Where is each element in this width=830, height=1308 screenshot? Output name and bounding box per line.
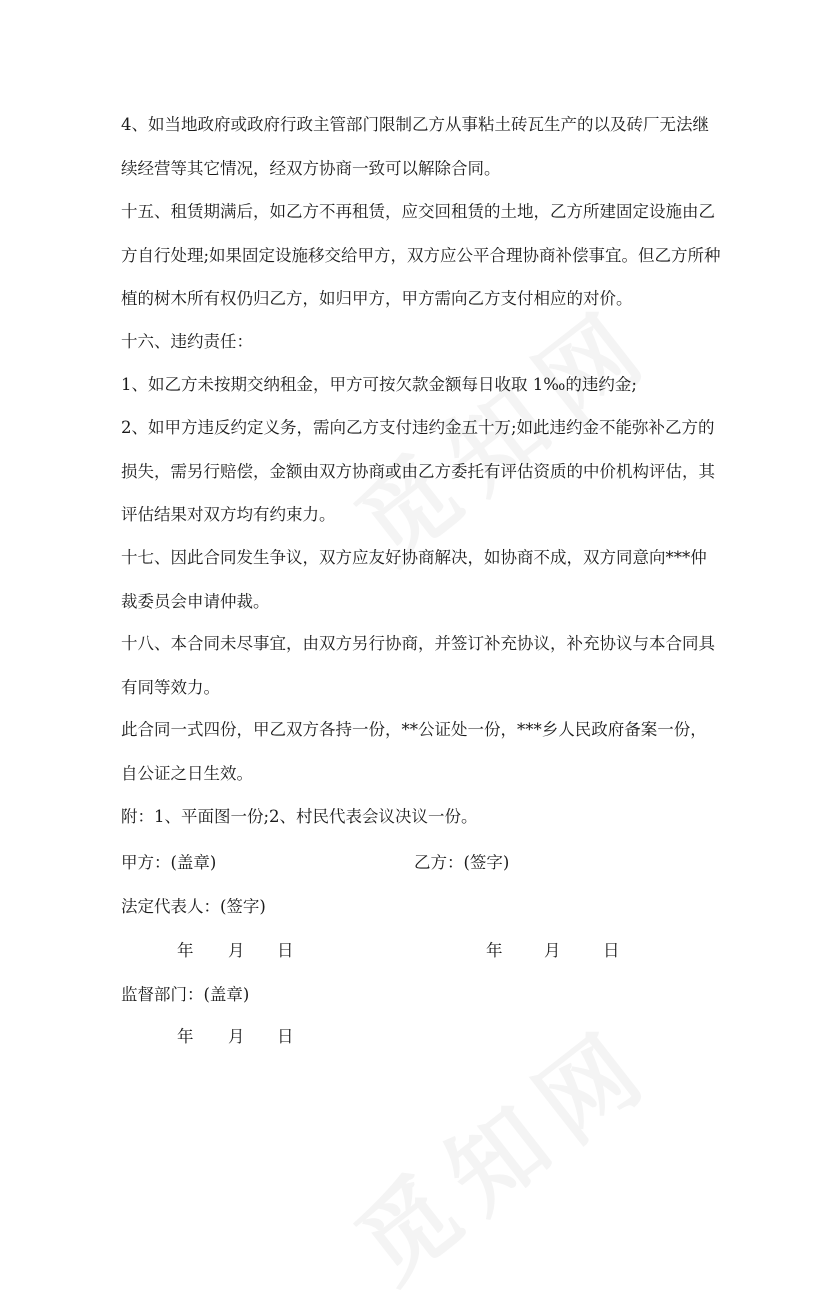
clause-16-heading: 十六、违约责任： <box>121 332 253 351</box>
clause-16-1: 1、如乙方未按期交纳租金，甲方可按欠款金额每日收取 1‰的违约金; <box>121 375 637 394</box>
party-b-signature: 乙方：(签字) <box>414 853 510 872</box>
party-a-seal: 甲方：(盖章) <box>121 853 217 872</box>
date-day: 日 <box>277 1027 294 1046</box>
copies-clause: 此合同一式四份，甲乙双方各持一份，**公证处一份，***乡人民政府备案一份，自公证之日生效。 <box>121 720 707 783</box>
date-month: 月 <box>228 1027 245 1046</box>
date-year: 年 <box>177 941 194 960</box>
clause-15: 十五、租赁期满后，如乙方不再租赁，应交回租赁的土地，乙方所建固定设施由乙方自行处理;如果固定设施移交给甲方，双方应公平合理协商补偿事宜。但乙方所种植的树木所有权仍归乙方，如归甲方，甲方需向乙方支付相应的对价。 <box>121 202 721 308</box>
legal-representative: 法定代表人：(签字) <box>121 897 266 916</box>
attachments: 附：1、平面图一份;2、村民代表会议决议一份。 <box>121 807 478 826</box>
clause-18: 十八、本合同未尽事宜，由双方另行协商，并签订补充协议，补充协议与本合同具有同等效力。 <box>121 634 715 697</box>
clause-17: 十七、因此合同发生争议，双方应友好协商解决，如协商不成，双方同意向***仲裁委员会申请仲裁。 <box>121 548 707 611</box>
supervisor-seal: 监督部门：(盖章) <box>121 985 250 1004</box>
date-year: 年 <box>486 941 503 960</box>
date-month: 月 <box>228 941 245 960</box>
date-year: 年 <box>177 1027 194 1046</box>
watermark <box>324 989 678 1308</box>
date-month: 月 <box>544 941 561 960</box>
date-day: 日 <box>277 941 294 960</box>
clause-4: 4、如当地政府或政府行政主管部门限制乙方从事粘土砖瓦生产的以及砖厂无法继续经营等其它情况，经双方协商一致可以解除合同。 <box>121 115 709 178</box>
date-day: 日 <box>603 941 620 960</box>
clause-16-2: 2、如甲方违反约定义务，需向乙方支付违约金五十万;如此违约金不能弥补乙方的损失，需另行赔偿，金额由双方协商或由乙方委托有评估资质的中价机构评估，其评估结果对双方均有约束力。 <box>121 418 715 524</box>
